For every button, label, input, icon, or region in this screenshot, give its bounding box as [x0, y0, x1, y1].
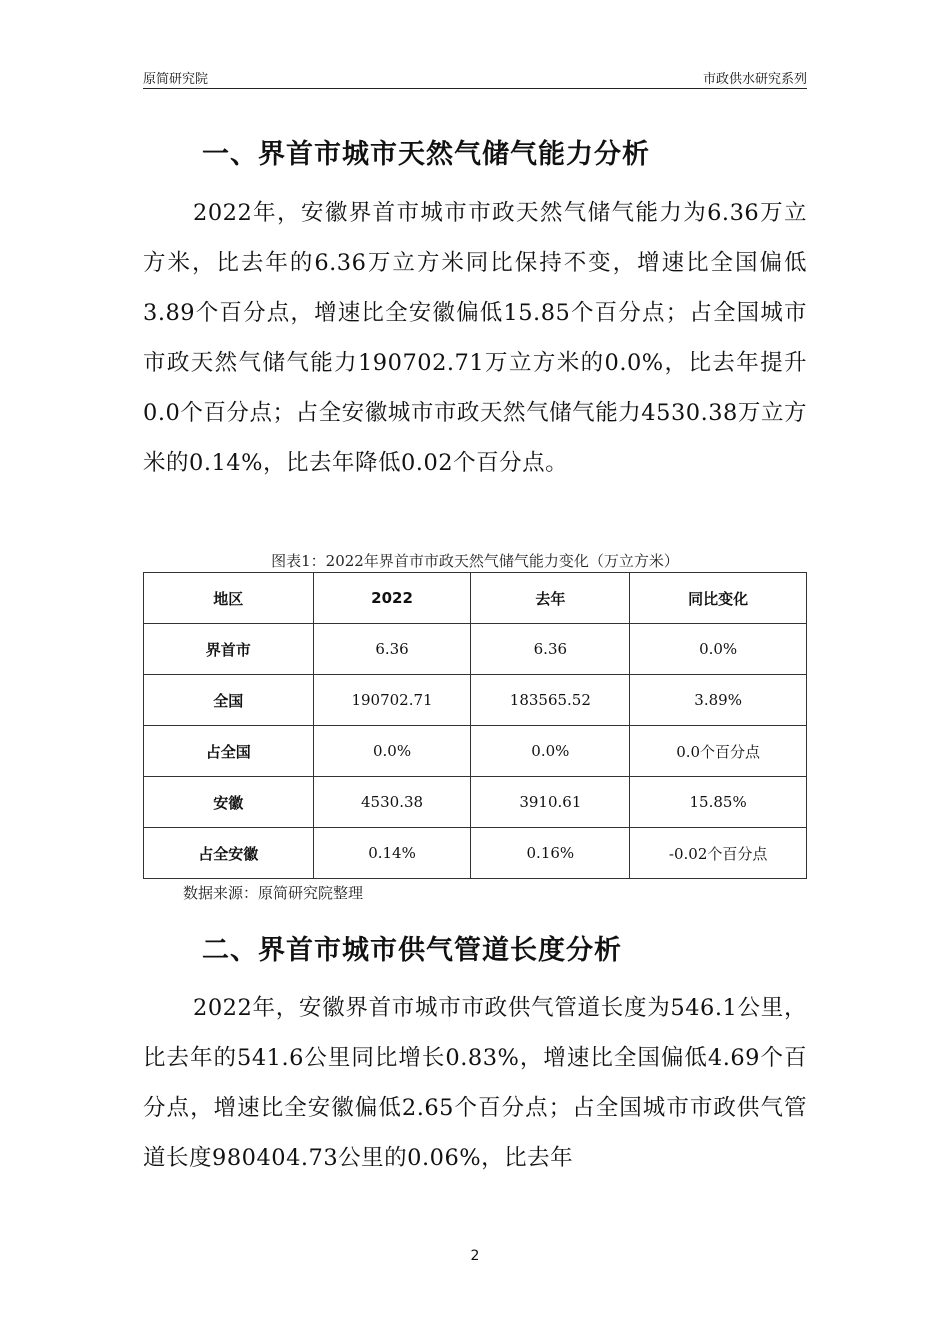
table-row: [144, 828, 807, 879]
table-row-label: 界首市: [144, 624, 314, 675]
section2-paragraph: 2022年，安徽界首市城市市政供气管道长度为546.1公里，比去年的541.6公里同比增长0.83%，增速比全国偏低4.69个百分点，增速比全安徽偏低2.65个百分点；占全国城市市政供气管道长度980404.73公里的0.06%，比去年: [143, 995, 807, 1171]
table-cell: -0.02个百分点: [630, 828, 807, 879]
table-caption: 图表1：2022年界首市市政天然气储气能力变化（万立方米）: [271, 552, 679, 570]
table-row: [144, 777, 807, 828]
table-row-label: 占全安徽: [144, 828, 314, 879]
page-header: [143, 66, 807, 89]
header-org: 原简研究院: [143, 72, 209, 87]
table-cell: 0.14%: [313, 828, 471, 879]
table-cell: 183565.52: [471, 675, 630, 726]
header-series: 市政供水研究系列: [702, 72, 807, 87]
table-row-label: 占全国: [144, 726, 314, 777]
table-cell: 3910.61: [471, 777, 630, 828]
table-cell: 0.0%: [313, 726, 471, 777]
table-header-row: [144, 573, 807, 624]
data-table: [143, 572, 807, 879]
table-cell: 0.0个百分点: [630, 726, 807, 777]
table-header-cell: 去年: [471, 573, 630, 624]
table-cell: 6.36: [313, 624, 471, 675]
table-row-label: 安徽: [144, 777, 314, 828]
table-source: 数据来源：原简研究院整理: [183, 884, 364, 902]
table-header-cell: 地区: [144, 573, 314, 624]
table-cell: 6.36: [471, 624, 630, 675]
table-cell: 0.0%: [630, 624, 807, 675]
table-row: [144, 726, 807, 777]
table-cell: 3.89%: [630, 675, 807, 726]
table-cell: 4530.38: [313, 777, 471, 828]
section2-title: 二、界首市城市供气管道长度分析: [202, 935, 622, 966]
section1-paragraph: 2022年，安徽界首市城市市政天然气储气能力为6.36万立方米，比去年的6.36万立方米同比保持不变，增速比全国偏低3.89个百分点，增速比全安徽偏低15.85个百分点；占全国城市市政天然气储气能力190702.71万立方米的0.0%，比去年提升0.0个百分点；占全安徽城市市政天然气储气能力4530.38万立方米的0.14%，比去年降低0.02个百分点。: [143, 200, 807, 476]
table-row: [144, 675, 807, 726]
table-header-cell: 同比变化: [630, 573, 807, 624]
table-cell: 15.85%: [630, 777, 807, 828]
table-row-label: 全国: [144, 675, 314, 726]
table-header-cell: 2022: [313, 573, 471, 624]
table-row: [144, 624, 807, 675]
table-cell: 0.16%: [471, 828, 630, 879]
table-cell: 190702.71: [313, 675, 471, 726]
table-cell: 0.0%: [471, 726, 630, 777]
section1-title: 一、界首市城市天然气储气能力分析: [202, 139, 650, 170]
page-number: 2: [470, 1248, 480, 1264]
